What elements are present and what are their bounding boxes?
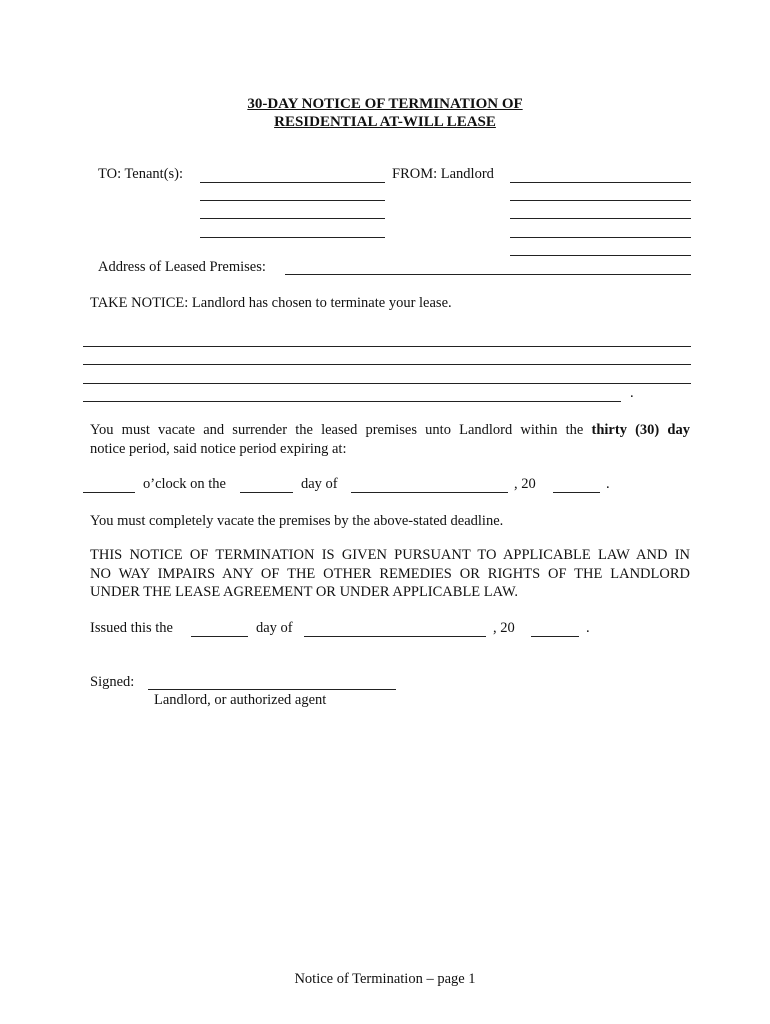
expiry-year-prefix: , 20 [514,476,536,492]
issued-day-of-label: day of [256,620,293,636]
reason-period: . [630,385,634,401]
vacate-text: You must vacate and surrender the leased premises unto Landlord within the [90,422,592,438]
landlord-label: FROM: Landlord [392,166,494,182]
document-title-line-1: 30-DAY NOTICE OF TERMINATION OF [247,96,523,112]
expiry-year-line[interactable] [553,492,600,493]
deadline-text: You must completely vacate the premises by the above-stated deadline. [90,513,504,529]
issued-end-period: . [586,620,590,636]
expiry-day-of-label: day of [301,476,338,492]
tenant-line-1[interactable] [200,182,385,183]
tenant-line-3[interactable] [200,218,385,219]
expiry-month-line[interactable] [351,492,508,493]
signature-caption: Landlord, or authorized agent [154,692,327,708]
landlord-line-3[interactable] [510,218,691,219]
landlord-line-1[interactable] [510,182,691,183]
landlord-line-5[interactable] [510,255,691,256]
landlord-line-4[interactable] [510,237,691,238]
expiry-hour-line[interactable] [83,492,135,493]
landlord-line-2[interactable] [510,200,691,201]
issued-year-line[interactable] [531,636,579,637]
legal-line-2: NO WAY IMPAIRS ANY OF THE OTHER REMEDIES OR RIGHTS OF THE LANDLORD [90,566,690,582]
reason-line-2[interactable] [83,364,691,365]
page-footer: Notice of Termination – page 1 [294,971,476,987]
document-title-line-2: RESIDENTIAL AT-WILL LEASE [274,114,496,130]
expiry-day-line[interactable] [240,492,293,493]
issued-month-line[interactable] [304,636,486,637]
oclock-label: o’clock on the [143,476,226,492]
tenant-label: TO: Tenant(s): [98,166,184,182]
reason-line-3[interactable] [83,383,691,384]
tenant-line-4[interactable] [200,237,385,238]
expiry-end-period: . [606,476,610,492]
thirty-day-emphasis: thirty (30) day [591,422,690,438]
legal-line-1: THIS NOTICE OF TERMINATION IS GIVEN PURSUANT TO APPLICABLE LAW AND IN [90,547,690,563]
tenant-line-2[interactable] [200,200,385,201]
address-line[interactable] [285,274,691,275]
signature-line[interactable] [148,689,396,690]
legal-line-3: UNDER THE LEASE AGREEMENT OR UNDER APPLICABLE LAW. [90,584,518,600]
vacate-line-2: notice period, said notice period expiring at: [90,441,347,457]
signed-label: Signed: [90,674,135,690]
issued-day-line[interactable] [191,636,248,637]
reason-line-1[interactable] [83,346,691,347]
take-notice-text: TAKE NOTICE: Landlord has chosen to terminate your lease. [90,295,452,311]
issued-label: Issued this the [90,620,173,636]
reason-line-4[interactable] [83,401,621,402]
address-label: Address of Leased Premises: [98,259,266,275]
issued-year-prefix: , 20 [493,620,515,636]
